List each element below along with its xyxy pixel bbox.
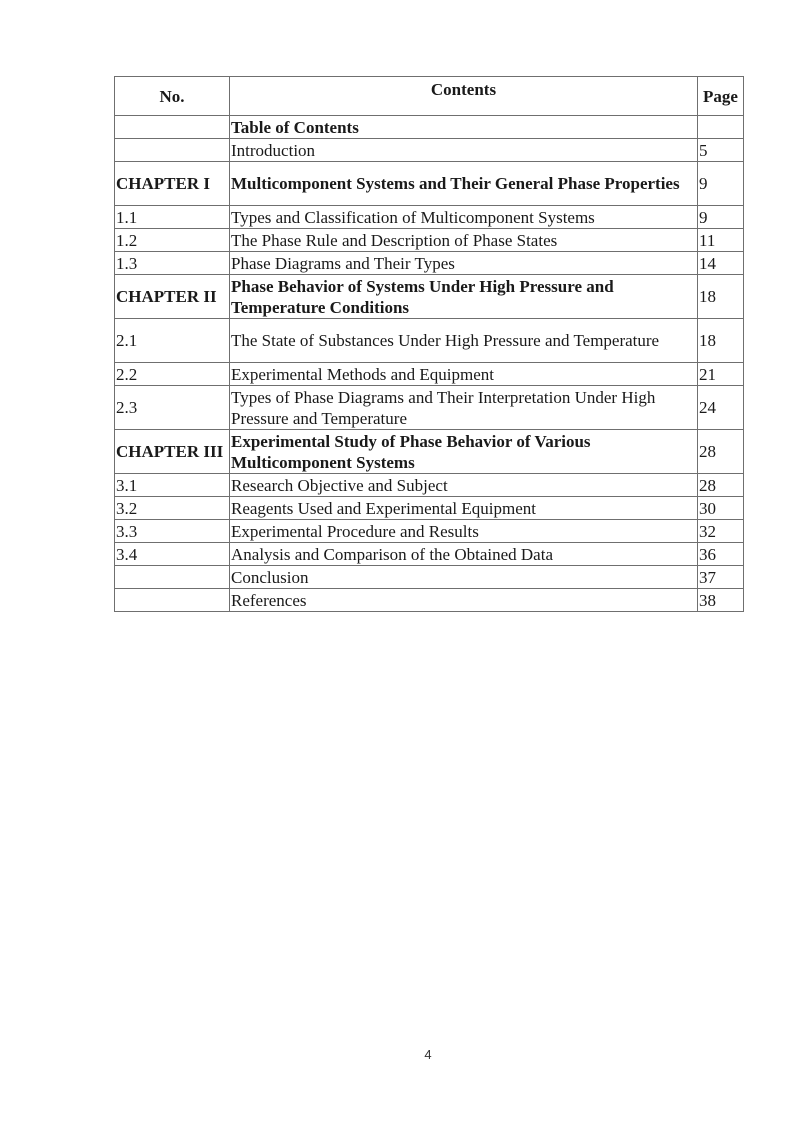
table-row [115, 116, 744, 139]
row-number: 2.1 [115, 319, 230, 363]
row-number: 1.1 [115, 206, 230, 229]
row-page: 9 [698, 206, 744, 229]
row-page: 37 [698, 566, 744, 589]
row-title: Conclusion [230, 566, 698, 589]
row-page: 38 [698, 589, 744, 612]
row-number: 1.3 [115, 252, 230, 275]
row-page: 18 [698, 275, 744, 319]
row-number: 3.2 [115, 497, 230, 520]
table-row [115, 363, 744, 386]
table-row [115, 520, 744, 543]
row-page: 24 [698, 386, 744, 430]
row-number [115, 589, 230, 612]
row-number [115, 139, 230, 162]
header-contents: Contents [230, 77, 698, 116]
table-row [115, 139, 744, 162]
table-row [115, 566, 744, 589]
table-row [115, 206, 744, 229]
table-row [115, 543, 744, 566]
row-number: 3.3 [115, 520, 230, 543]
row-page: 36 [698, 543, 744, 566]
chapter-row [115, 162, 744, 206]
row-page: 30 [698, 497, 744, 520]
row-page [698, 116, 744, 139]
row-title: Reagents Used and Experimental Equipment [230, 497, 698, 520]
table-body [115, 116, 744, 612]
row-page: 14 [698, 252, 744, 275]
row-title: Introduction [230, 139, 698, 162]
table-row [115, 589, 744, 612]
row-number: 1.2 [115, 229, 230, 252]
table-of-contents [114, 76, 744, 612]
table-row [115, 474, 744, 497]
row-title: Types and Classification of Multicomponent Systems [230, 206, 698, 229]
header-page: Page [698, 77, 744, 116]
row-title: Phase Diagrams and Their Types [230, 252, 698, 275]
row-title: Analysis and Comparison of the Obtained Data [230, 543, 698, 566]
row-number: 2.2 [115, 363, 230, 386]
table-row [115, 319, 744, 363]
row-number: 2.3 [115, 386, 230, 430]
row-page: 28 [698, 430, 744, 474]
header-row [115, 77, 744, 116]
row-number: CHAPTER I [115, 162, 230, 206]
row-title: Research Objective and Subject [230, 474, 698, 497]
header-no: No. [115, 77, 230, 116]
row-number: CHAPTER III [115, 430, 230, 474]
row-title: The State of Substances Under High Pressure and Temperature [230, 319, 698, 363]
table-row [115, 229, 744, 252]
row-page: 5 [698, 139, 744, 162]
row-page: 11 [698, 229, 744, 252]
row-number [115, 116, 230, 139]
chapter-row [115, 275, 744, 319]
table-row [115, 497, 744, 520]
row-number: CHAPTER II [115, 275, 230, 319]
row-page: 28 [698, 474, 744, 497]
table-row [115, 386, 744, 430]
row-title: Multicomponent Systems and Their General Phase Properties [230, 162, 698, 206]
row-title: References [230, 589, 698, 612]
row-title: Phase Behavior of Systems Under High Pressure and Temperature Conditions [230, 275, 698, 319]
page-number: 4 [424, 1047, 432, 1062]
row-title: The Phase Rule and Description of Phase States [230, 229, 698, 252]
row-page: 21 [698, 363, 744, 386]
row-title: Table of Contents [230, 116, 698, 139]
row-page: 9 [698, 162, 744, 206]
row-title: Experimental Procedure and Results [230, 520, 698, 543]
row-number [115, 566, 230, 589]
row-number: 3.4 [115, 543, 230, 566]
chapter-row [115, 430, 744, 474]
row-title: Experimental Methods and Equipment [230, 363, 698, 386]
table-row [115, 252, 744, 275]
row-number: 3.1 [115, 474, 230, 497]
row-title: Types of Phase Diagrams and Their Interpretation Under High Pressure and Temperature [230, 386, 698, 430]
row-page: 32 [698, 520, 744, 543]
row-title: Experimental Study of Phase Behavior of Various Multicomponent Systems [230, 430, 698, 474]
row-page: 18 [698, 319, 744, 363]
